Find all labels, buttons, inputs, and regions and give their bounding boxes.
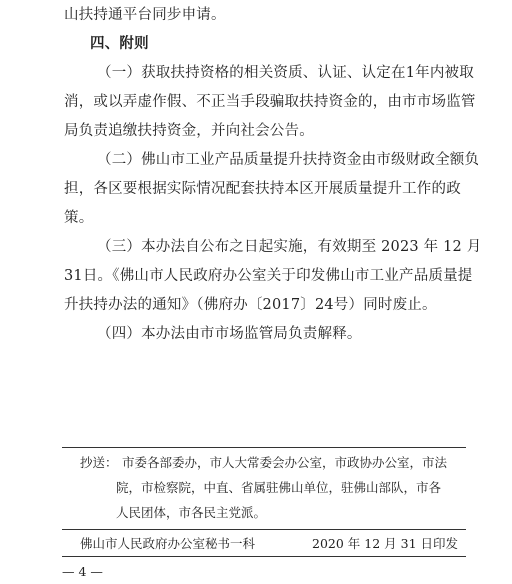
body-line: （四）本办法由市市场监管局负责解释。 bbox=[97, 326, 362, 342]
body-line: 局负责追缴扶持资金，并向社会公告。 bbox=[64, 123, 314, 139]
cc-line: 人民团体，市各民主党派。 bbox=[116, 505, 267, 520]
page-number: — 4 — bbox=[62, 564, 103, 579]
footer-bottom-rule bbox=[62, 556, 466, 557]
body-line: 山扶持通平台同步申请。 bbox=[64, 7, 226, 23]
cc-line: 市委各部委办，市人大常委会办公室，市政协办公室，市法 bbox=[122, 455, 448, 470]
cc-label: 抄送： bbox=[80, 455, 118, 470]
body-line: （一）获取扶持资格的相关资质、认证、认定在1年内被取 bbox=[97, 65, 474, 81]
footer-issuer: 佛山市人民政府办公室秘书一科 bbox=[80, 536, 256, 551]
body-line: （三）本办法自公布之日起实施，有效期至 2023 年 12 月 bbox=[97, 239, 482, 255]
cc-line: 院，市检察院，中直、省属驻佛山单位，驻佛山部队，市各 bbox=[116, 480, 442, 495]
body-line: 消，或以弄虚作假、不正当手段骗取扶持资金的，由市市场监管 bbox=[64, 94, 476, 110]
body-line: （二）佛山市工业产品质量提升扶持资金由市级财政全额负 bbox=[97, 152, 480, 168]
body-line: 升扶持办法的通知》（佛府办〔2017〕24号）同时废止。 bbox=[64, 297, 437, 313]
cc-top-rule bbox=[62, 447, 466, 448]
footer-date: 2020 年 12 月 31 日印发 bbox=[312, 536, 458, 551]
footer-top-rule bbox=[62, 529, 466, 530]
body-line: 策。 bbox=[64, 210, 94, 226]
section-heading: 四、附则 bbox=[90, 36, 149, 52]
body-line: 担，各区要根据实际情况配套扶持本区开展质量提升工作的政 bbox=[64, 181, 461, 197]
body-line: 31日。《佛山市人民政府办公室关于印发佛山市工业产品质量提 bbox=[64, 268, 473, 284]
